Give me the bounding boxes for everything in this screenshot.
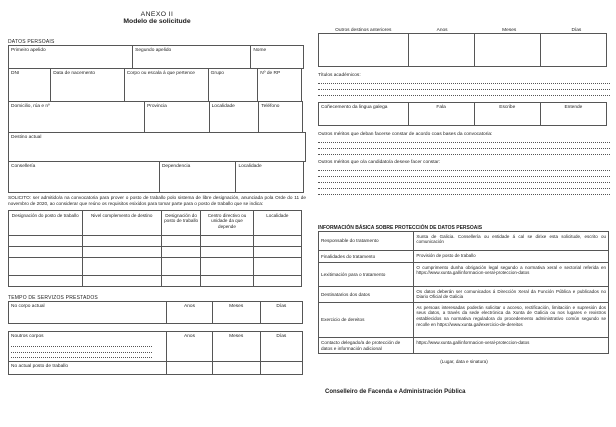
field-segundo-apelido[interactable] [132, 45, 251, 69]
col-dias[interactable] [260, 331, 303, 362]
col-label: Escribe [499, 104, 516, 110]
field-label: Consellería [11, 163, 36, 169]
datos-row-1 [8, 45, 306, 69]
meritos-candidato-label: Outros méritos que o/a candidato/a desexe facer constar: [318, 160, 441, 165]
write-line[interactable] [318, 149, 610, 155]
empty-cell[interactable] [253, 275, 302, 287]
postos-table [8, 210, 306, 287]
meritos-bases-label: Outros méritos que deban facerse constar de acordo coas bases da convocatoria: [318, 132, 493, 137]
postos-empty-row [8, 275, 306, 287]
proteccion-row [318, 231, 610, 251]
noutros-corpos-table [8, 331, 306, 375]
proteccion-label: Lexitimación para o tratamento [318, 262, 414, 287]
col-label: Anos [184, 303, 195, 309]
proteccion-value: Os datos deberán ser comunicados á Dirección Xeral da Función Pública e publicados no Diario Oficial de Galicia [413, 286, 609, 303]
field-corpo-escala[interactable] [124, 68, 209, 102]
field-no-actual-posto[interactable] [8, 361, 167, 375]
field-label: Localidade [238, 163, 262, 169]
field-dni[interactable] [8, 68, 51, 102]
field-label: Noutros corpos [11, 333, 44, 339]
proteccion-datos-table [318, 231, 610, 354]
outros-destinos-table [318, 33, 610, 67]
empty-cell[interactable] [253, 257, 302, 276]
lingua-galega-table [318, 102, 610, 126]
write-line[interactable] [318, 189, 610, 195]
col-meses-label: Meses [502, 28, 517, 33]
empty-cell[interactable] [161, 275, 201, 287]
field-noutros-corpos[interactable] [8, 331, 167, 362]
field-conselleria[interactable] [8, 161, 160, 193]
empty-cell[interactable] [161, 257, 201, 276]
solicito-paragraph: SOLICITO: ser admitido/a na convocatoria para prover o posto de traballo polo sistema de libre designación, anunciada pola Orde do 11 de novembro de 2020, ao considerar que reúno os requisitos esixidos para tomar parte para o posto de traballo que se indica: [8, 195, 306, 207]
field-label: Grupo [210, 70, 224, 76]
empty-cell[interactable] [212, 361, 261, 375]
field-localidade[interactable] [209, 101, 260, 133]
proteccion-row [318, 262, 610, 287]
proteccion-label: Exercicio de dereitos [318, 302, 414, 338]
field-label: Data de nacemento [53, 70, 96, 76]
col-anos[interactable] [166, 331, 212, 362]
proteccion-label: Contacto delegado/a de protección de datos e información adicional [318, 337, 414, 354]
proteccion-value: As persoas interesadas poderán solicitar o acceso, rectificación, limitación e supresión dos seus datos, a través da sede electrónica da Xunta de Galicia ou nos lugares e rexistros establecidos na normativa reguladora do procedemento administrativo común segundo se recolle en https://www.xunta.gal/exercicio-de-dereitos [413, 302, 609, 338]
field-label: Teléfono [261, 103, 280, 109]
empty-cell[interactable] [166, 361, 212, 375]
proteccion-label: Responsable do tratamento [318, 231, 414, 251]
right-column [318, 8, 610, 395]
empty-cell[interactable] [200, 275, 254, 287]
actual-posto-row [8, 361, 306, 375]
field-no-corpo-actual[interactable] [8, 301, 167, 324]
postos-header-row [8, 210, 306, 236]
field-label: Localidade [211, 103, 235, 109]
field-domicilio[interactable] [8, 101, 145, 133]
empty-cell[interactable] [408, 33, 475, 67]
field-label: No actual posto de traballo [11, 363, 69, 369]
col-label: Días [276, 303, 287, 309]
write-line[interactable] [318, 90, 610, 96]
field-telefono[interactable] [258, 101, 303, 133]
field-label: Nº de RP [260, 70, 281, 76]
col-dias[interactable] [260, 301, 303, 324]
field-dependencia[interactable] [159, 161, 236, 193]
empty-cell[interactable] [540, 33, 607, 67]
empty-cell[interactable] [260, 361, 303, 375]
col-label: Anos [184, 333, 195, 339]
title-modelo: Modelo de solicitude [123, 18, 191, 25]
field-label: No corpo actual [11, 303, 45, 309]
datos-row-5 [8, 161, 306, 193]
col-label: Meses [229, 303, 244, 309]
outros-destinos-label: Outros destinos anteriores [335, 28, 392, 33]
col-meses[interactable] [212, 301, 261, 324]
proteccion-value: Xunta de Galicia. Consellería ou entidade á cal se dirixe esta solicitude, escrito ou comunicación [413, 231, 609, 251]
titulos-academicos-label: Títulos académicos: [318, 73, 361, 78]
field-data-nacemento[interactable] [50, 68, 125, 102]
empty-cell[interactable] [474, 33, 541, 67]
field-label: Segundo apelido [135, 47, 172, 53]
section-datos-persoais: DATOS PERSOAIS [8, 39, 55, 45]
col-label: Fala [436, 104, 446, 110]
field-label: Coñecemento da lingua galega [321, 104, 388, 110]
field-label: Corpo ou escala á que pertence [126, 70, 195, 76]
col-fala[interactable] [408, 102, 475, 126]
field-label: Destino actual [11, 134, 42, 140]
form-title [8, 11, 306, 25]
field-lingua-galega [318, 102, 409, 126]
empty-cell[interactable] [82, 275, 162, 287]
datos-row-3 [8, 101, 306, 133]
col-entende[interactable] [540, 102, 607, 126]
field-provincia[interactable] [144, 101, 210, 133]
field-num-rp[interactable] [257, 68, 302, 102]
col-dias-label: Días [571, 28, 582, 33]
field-label: Primeiro apelido [11, 47, 46, 53]
col-meses[interactable] [212, 331, 261, 362]
col-escribe[interactable] [474, 102, 541, 126]
empty-cell[interactable] [200, 257, 254, 276]
proteccion-row [318, 302, 610, 338]
noutros-corpos-row [8, 331, 306, 362]
empty-cell[interactable] [8, 275, 83, 287]
proteccion-label: Destinatarios dos datos [318, 286, 414, 303]
proteccion-row [318, 286, 610, 303]
datos-row-2 [8, 68, 306, 102]
field-label: Dependencia [161, 163, 191, 169]
proteccion-row [318, 337, 610, 354]
write-line[interactable] [11, 353, 152, 359]
postos-header-nivel: Nivel complemento de destino [82, 210, 162, 236]
field-label: Domicilio, rúa e nº [11, 103, 50, 109]
title-anexo: ANEXO II [140, 11, 174, 18]
field-label: Nome [253, 47, 267, 53]
field-label: Provincia [147, 103, 167, 109]
field-localidade-2[interactable] [235, 161, 304, 193]
field-label: DNI [11, 70, 20, 76]
col-label: Entende [564, 104, 583, 110]
field-grupo[interactable] [208, 68, 259, 102]
postos-header-centro: Centro directivo ou unidade da que depende [200, 210, 254, 236]
col-label: Meses [229, 333, 244, 339]
section-tempo-servizos: TEMPO DE SERVIZOS PRESTADOS [8, 295, 98, 302]
col-anos-label: Anos [436, 28, 448, 33]
empty-cell[interactable] [318, 33, 409, 67]
proteccion-value: https://www.xunta.gal/informacion-xeral-proteccion-datos [413, 337, 609, 354]
field-destino-actual[interactable] [8, 132, 306, 162]
corpo-actual-table [8, 301, 306, 324]
footer-signature: Conselleiro de Facenda e Administración Pública [325, 389, 466, 395]
empty-cell[interactable] [8, 257, 83, 276]
proteccion-label: Finalidades do tratamento [318, 250, 414, 263]
empty-cell[interactable] [82, 257, 162, 276]
col-anos[interactable] [166, 301, 212, 324]
proteccion-datos-title: INFORMACIÓN BÁSICA SOBRE PROTECCIÓN DE DATOS PERSOAIS [318, 225, 483, 231]
postos-header-designacion-2: Designación do posto de traballo [161, 210, 201, 236]
postos-header-designacion-1: Designación do posto de traballo [8, 210, 83, 236]
postos-empty-row [8, 257, 306, 276]
proteccion-value: Provisión de posto de traballo [413, 250, 609, 263]
proteccion-value: O cumprimento dunha obrigación legal segundo a normativa xeral e sectorial referida en https://www.xunta.gal/informacion-xeral-proteccion-datos [413, 262, 609, 287]
field-primeiro-apelido[interactable] [8, 45, 133, 69]
datos-row-4 [8, 132, 306, 162]
field-nome[interactable] [250, 45, 304, 69]
col-label: Días [276, 333, 287, 339]
postos-header-localidade: Localidade [253, 210, 302, 236]
left-column [8, 8, 306, 375]
lugar-data-sinatura: (Lugar, data e sinatura) [440, 359, 488, 364]
